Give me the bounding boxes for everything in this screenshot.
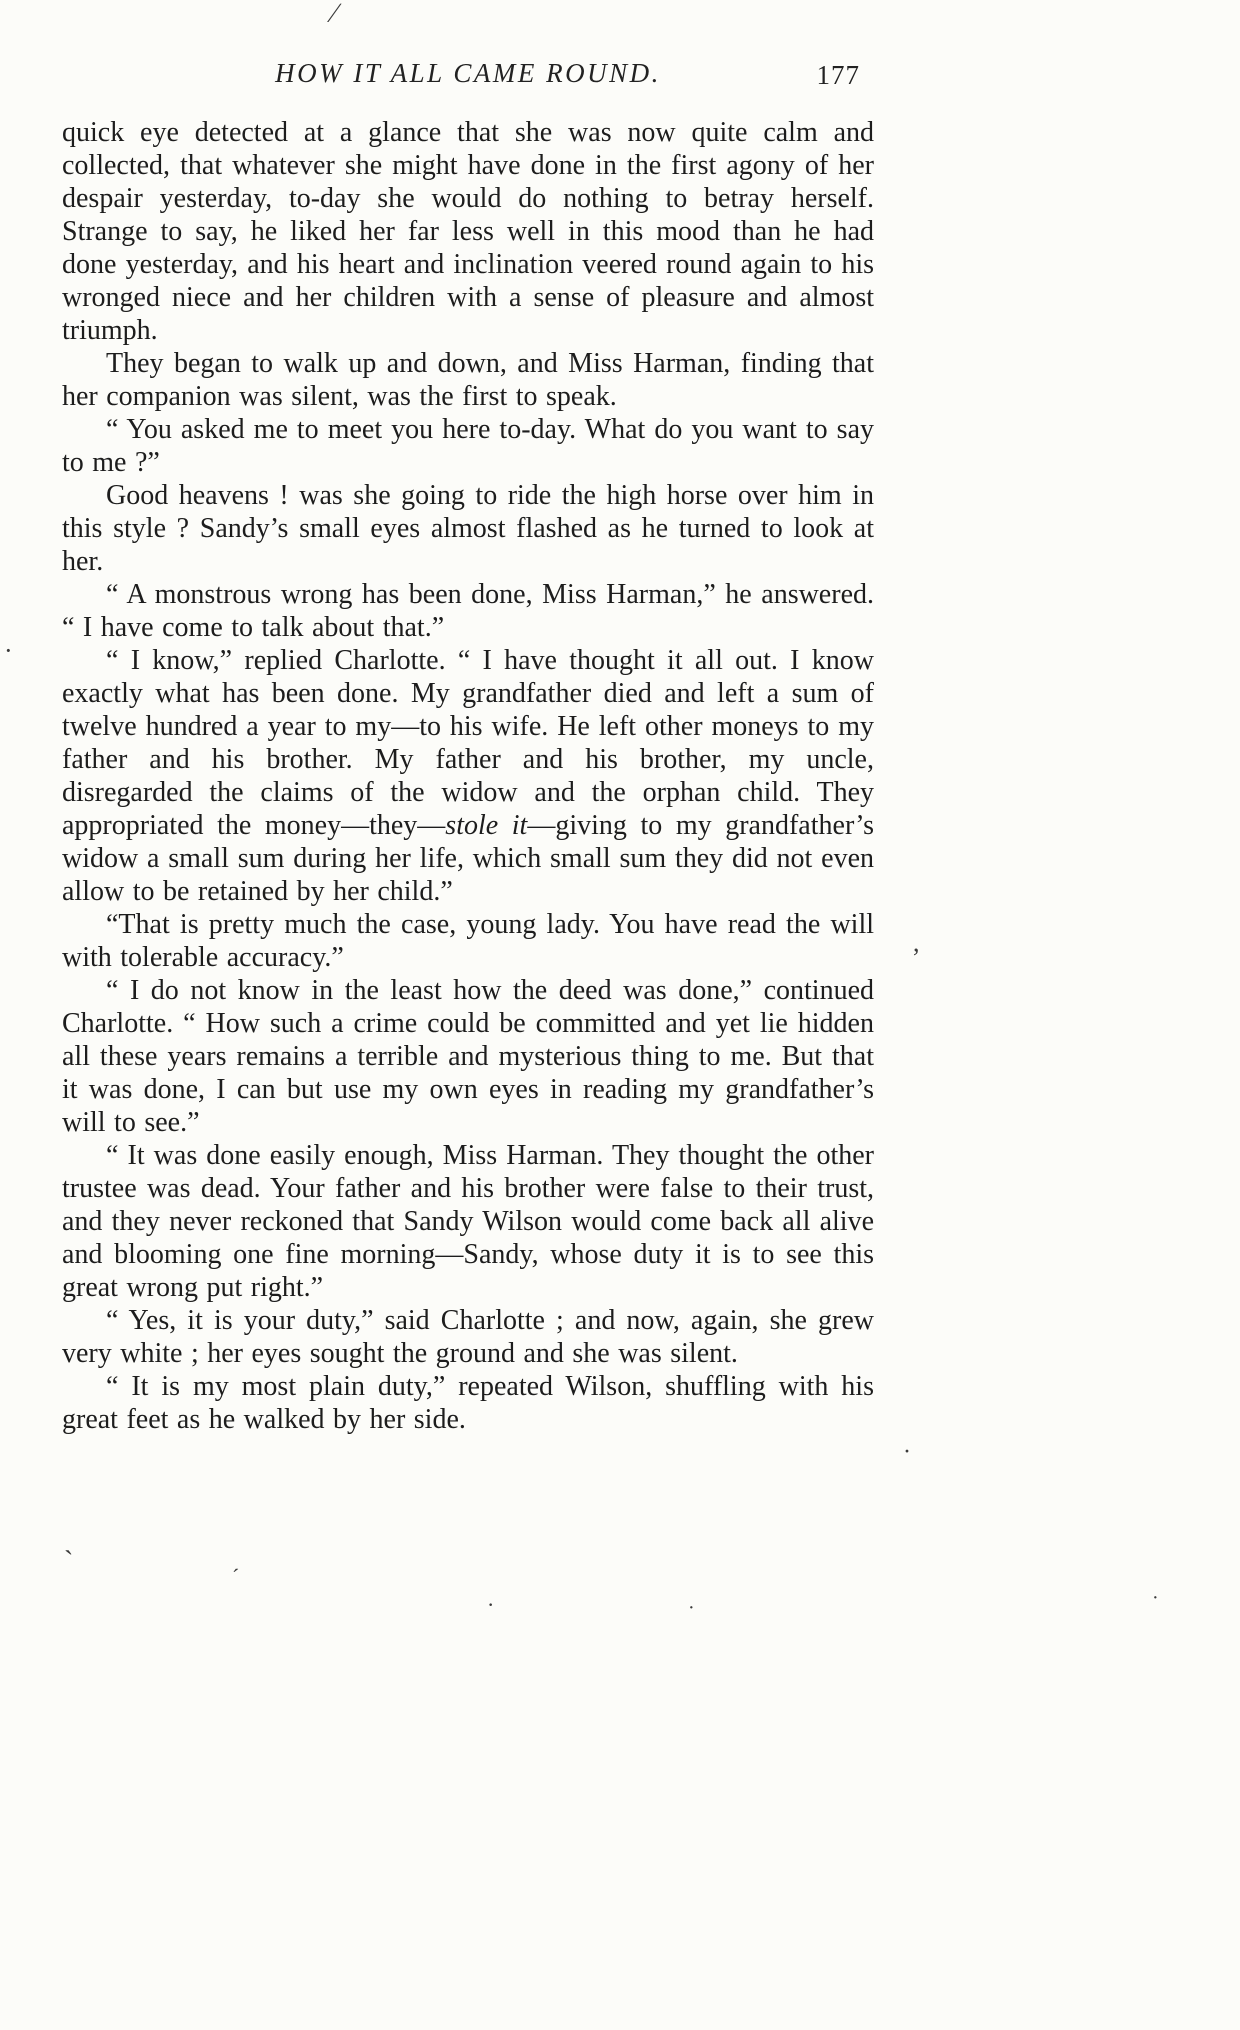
text-segment: They began to walk up and down, and Miss Harman, finding that her companion was silent, was the first to speak. xyxy=(62,348,874,412)
text-segment: “ A monstrous wrong has been done, Miss Harman,” he answered. “ I have come to talk about that.” xyxy=(62,579,874,643)
text-segment: “That is pretty much the case, young lady. You have read the will with tolerable accuracy.” xyxy=(62,909,874,973)
text-segment: “ I know,” replied Charlotte. “ I have thought it all out. I know exactly what has been done. My grandfather died and left a sum of twelve hundred a year to my—to his wife. He left other moneys to my father and his brother. My father and his brother, my uncle, disregarded the claims of the widow and the orphan child. They appropriated the money—they— xyxy=(62,645,874,841)
paragraph xyxy=(62,644,874,908)
body-text xyxy=(62,116,874,1436)
text-segment: Good heavens ! was she going to ride the high horse over him in this style ? Sandy’s small eyes almost flashed as he turned to look at her. xyxy=(62,480,874,577)
text-segment: “ Yes, it is your duty,” said Charlotte ; and now, again, she grew very white ; her eyes sought the ground and she was silent. xyxy=(62,1305,874,1369)
paragraph xyxy=(62,347,874,413)
paragraph xyxy=(62,413,874,479)
ink-mark: · xyxy=(1152,1587,1159,1609)
ink-mark: ∕ xyxy=(332,0,337,29)
ink-mark: · xyxy=(487,1592,495,1617)
running-title: HOW IT ALL CAME ROUND. xyxy=(275,58,661,88)
paragraph xyxy=(62,1370,874,1436)
paragraph xyxy=(62,479,874,578)
text-segment: “ I do not know in the least how the deed was done,” continued Charlotte. “ How such a crime could be committed and yet lie hidden all these years remains a terrible and mysterious thing to me. But that it was done, I can but use my own eyes in reading my grandfather’s will to see.” xyxy=(62,975,874,1138)
text-segment: “ You asked me to meet you here to-day. What do you want to say to me ?” xyxy=(62,414,874,478)
paragraph xyxy=(62,116,874,347)
paragraph xyxy=(62,974,874,1139)
text-segment: —giving to my grandfather’s widow a small sum during her life, which small sum they did not even allow to be retained by her child.” xyxy=(62,810,874,907)
ink-mark: ` xyxy=(64,1546,74,1577)
ink-mark: · xyxy=(4,636,13,665)
ink-mark: ´ xyxy=(232,1564,240,1589)
ink-mark: , xyxy=(913,928,920,957)
paragraph xyxy=(62,578,874,644)
page-number: 177 xyxy=(816,60,860,90)
paragraph xyxy=(62,1139,874,1304)
text-segment: quick eye detected at a glance that she was now quite calm and collected, that whatever she might have done in the first agony of her despair yesterday, to-day she would do nothing to betray herself. Strange to say, he liked her far less well in this mood than he had done yesterday, and his heart and inclination veered round again to his wronged niece and her children with a sense of pleasure and almost triumph. xyxy=(62,117,874,346)
text-segment: “ It is my most plain duty,” repeated Wilson, shuffling with his great feet as he walked by her side. xyxy=(62,1371,874,1435)
paragraph xyxy=(62,1304,874,1370)
ink-mark: · xyxy=(903,1439,911,1465)
paragraph xyxy=(62,908,874,974)
page-header xyxy=(62,58,874,94)
italic-text: stole it xyxy=(445,810,528,841)
ink-mark: · xyxy=(688,1597,695,1619)
text-segment: “ It was done easily enough, Miss Harman. They thought the other trustee was dead. Your father and his brother were false to their trust, and they never reckoned that Sandy Wilson would come back all alive and blooming one fine morning—Sandy, whose duty it is to see this great wrong put right.” xyxy=(62,1140,874,1303)
